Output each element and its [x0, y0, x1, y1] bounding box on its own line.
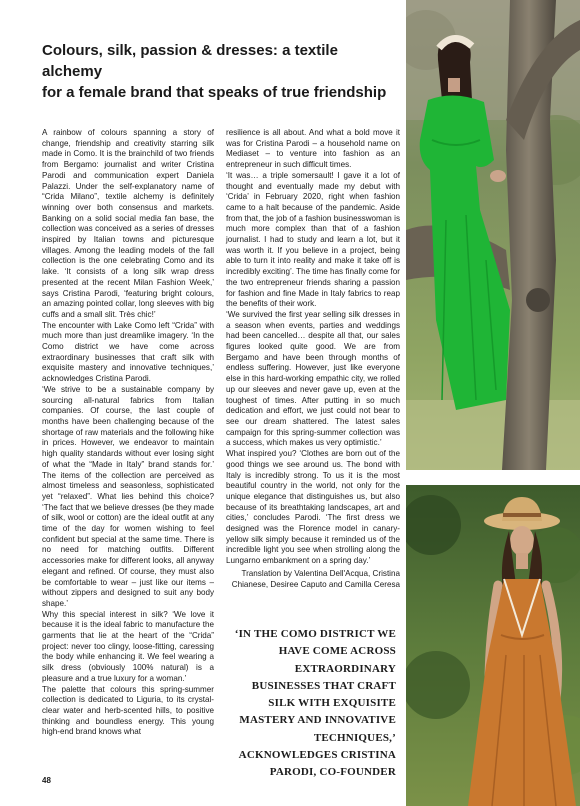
body-paragraph: The palette that colours this spring-summer collection is dedicated to Liguria, to its crystal-clear water and herb-scented hills, to positive thinking and boundless energy. This young high-end brand knows what — [42, 684, 214, 737]
photo-orange-dress-illustration — [406, 485, 580, 806]
body-paragraph: ‘We survived the first year selling silk dresses in a season when events, parties and weddings had been cancelled… despite all that, our sales figures looked quite good. We are from Bergamo and have been through months of endless suffering. However, just like everyone else in this hard-working empathic city, we rolled up our sleeves and never gave up, even at the toughest of times. After putting in so much dedication and effort, we just could not bear to see our dream shattered. The latest sales campaign for this spring-summer collection was a success, which makes us very optimistic.’ — [226, 309, 400, 448]
article-headline — [42, 40, 392, 103]
body-paragraph: A rainbow of colours spanning a story of change, friendship and creativity starring silk made in Como. It is the brainchild of two friends from Bergamo: journalist and writer Cristina Parodi and communication expert Daniela Palazzi. Under the self-explanatory name of “Crida Milano”, textile alchemy is definitely winning over both consensus and markets. Banking on a solid social media fan base, the collection was conceived as a series of dresses inspired by Italian towns and picturesque villages. Among the leading models of the fall collection is the one celebrating Como and its lake. ‘It consists of a long silk wrap dress presented at the recent Milan Fashion Week,’ says Cristina Parodi, ‘featuring bright colours, an amazing pointed collar, long sleeves with big cuffs and a small slit. Très chic!’ — [42, 128, 214, 319]
body-paragraph: ‘It was… a triple somersault! I gave it a lot of thought and eventually made my debut with ‘Crida’ in February 2020, right when fashion came to a halt because of the pandemic. Aside from that, the job of a fashion businesswoman is much more complex than that of a fashion journalist. I had to study and learn a lot, but it was worth it. If you believe in a project, being able to turn it into reality and make it take off is incredibly exciting’. The time has finally come for the two entrepreneur friends sharing a passion for fashion and fine Made in Italy fabrics to reap the benefits of their work. — [226, 170, 400, 309]
body-paragraph: Why this special interest in silk? ‘We love it because it is the ideal fabric to manufacture the garments that lie at the heart of the “Crida” project: never too clingy, loose-fitting, caressing the body while enhancing it. We feel wearing a silk dress (obviously 100% natural) is a pleasure and a true luxury for a woman.’ — [42, 609, 214, 683]
photo-woman-green-dress — [406, 0, 580, 470]
page-number: 48 — [42, 776, 51, 785]
body-paragraph: ‘We strive to be a sustainable company by sourcing all-natural fabrics from Italian companies. Of course, the last couple of months have been challenging because of the shortage of raw materials and the following hike in prices. However, we endeavor to maintain high quality standards without ever losing sight of what the “Made in Italy” brand stands for.’ The items of the collection are perceived as almost timeless and seasonless, sophisticated yet “relaxed”. What lies behind this choice? ‘The fact that we believe dresses (be they made of silk, wool or cotton) are the ideal outfit at any time of the day for women wishing to feel confident but special at the same time. There is no need for matching outfits. Different accessories make for different looks, all anyway elegant and refined. Of course, they must also be comfortable to wear – just like our items – without zippers and designed to suit any body shape.’ — [42, 384, 214, 608]
body-column-right — [226, 128, 400, 590]
body-paragraph: The encounter with Lake Como left “Crida” with much more than just dreamlike imagery. ‘In the Como district we have come across extraordinary businesses that craft silk with exquisite mastery and innovative techniques,’ acknowledges Cristina Parodi. — [42, 320, 214, 384]
translation-credit: Translation by Valentina Dell'Acqua, Cristina Chianese, Desiree Caputo and Camilla Ceresa — [231, 568, 400, 589]
body-column-left — [42, 128, 214, 738]
body-paragraph: resilience is all about. And what a bold move it was for Cristina Parodi – a household name on Mediaset – to venture into fashion as an entrepreneur in such difficult times. — [226, 128, 400, 170]
headline-line-1: Colours, silk, passion & dresses: a textile alchemy — [42, 42, 338, 80]
body-paragraph: What inspired you? ‘Clothes are born out of the good things we see around us. The bond with Italy is incredibly strong. To us it is the most beautiful country in the world, not only for the unique elegance that distinguishes us, but also because of its breathtaking landscapes, art and cities,’ concludes Parodi. ‘The first dress we designed was the Florence model in canary-yellow silk simply because it reminded us of the incredible light you see when strolling along the Lungarno embankment on a spring day.’ — [226, 449, 400, 566]
pull-quote: ‘IN THE COMO DISTRICT WE HAVE COME ACROSS EXTRAORDINARY BUSINESSES THAT CRAFT SILK WITH EXQUISITE MASTERY AND INNOVATIVE TECHNIQUES,’ ACKNOWLEDGES CRISTINA PARODI, CO-FOUNDER — [234, 628, 396, 779]
photo-woman-orange-dress — [406, 485, 580, 806]
photo-green-dress-illustration — [406, 0, 580, 470]
headline-line-2: for a female brand that speaks of true friendship — [42, 84, 387, 101]
